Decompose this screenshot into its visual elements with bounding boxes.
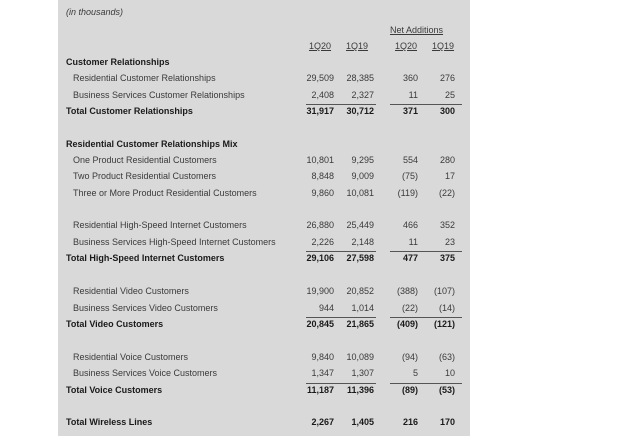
cell-net-add-1q20: (89) [401,385,418,395]
cell-value-1q19: 1,405 [351,417,374,427]
row-label: Business Services Voice Customers [73,368,218,378]
row-label: Customer Relationships [66,57,170,67]
row-label: One Product Residential Customers [73,155,217,165]
subtotal-rule [390,383,462,384]
cell-net-add-1q20: 466 [402,220,418,230]
cell-net-add-1q19: 170 [439,417,455,427]
cell-value-1q19: 11,396 [346,385,374,395]
cell-value-1q19: 21,865 [346,319,374,329]
cell-value-1q20: 8,848 [311,171,334,181]
cell-value-1q19: 2,148 [351,237,374,247]
cell-net-add-1q19: (63) [438,352,455,362]
row-label: Business Services Customer Relationships [73,90,245,100]
cell-net-add-1q19: (22) [438,188,455,198]
cell-value-1q19: 10,089 [346,352,374,362]
cell-net-add-1q20: (75) [401,171,418,181]
row-label: Total Video Customers [66,319,164,329]
row-label: Residential Video Customers [73,286,189,296]
cell-value-1q20: 31,917 [306,106,334,116]
cell-value-1q20: 9,860 [311,188,334,198]
cell-net-add-1q19: 23 [444,237,455,247]
cell-value-1q19: 10,081 [346,188,374,198]
cell-net-add-1q20: (409) [396,319,418,329]
cell-net-add-1q19: 352 [439,220,455,230]
row-label: Business Services High-Speed Internet Customers [73,237,276,247]
row-label: Business Services Video Customers [73,303,218,313]
cell-value-1q20: 2,226 [311,237,334,247]
cell-value-1q19: 2,327 [351,90,374,100]
col-header-net-1q19: 1Q19 [432,41,455,51]
cell-value-1q19: 1,014 [351,303,374,313]
cell-net-add-1q20: (94) [401,352,418,362]
cell-value-1q20: 2,408 [311,90,334,100]
row-label: Total Voice Customers [66,385,163,395]
cell-value-1q19: 25,449 [346,220,374,230]
cell-value-1q20: 11,187 [306,385,334,395]
cell-value-1q20: 1,347 [311,368,334,378]
row-label: Residential Customer Relationships [73,73,216,83]
subtotal-rule [390,251,462,252]
cell-net-add-1q19: (121) [433,319,455,329]
cell-net-add-1q20: 5 [412,368,418,378]
cell-net-add-1q19: (14) [438,303,455,313]
cell-value-1q19: 27,598 [346,253,374,263]
cell-value-1q20: 2,267 [311,417,334,427]
row-label: Residential Voice Customers [73,352,189,362]
cell-net-add-1q19: 280 [439,155,455,165]
subtotal-rule [306,383,376,384]
cell-net-add-1q20: (388) [396,286,418,296]
subtotal-rule [306,104,376,105]
cell-net-add-1q20: (119) [397,188,418,198]
col-header-1q19: 1Q19 [346,41,369,51]
cell-net-add-1q20: 11 [408,90,418,100]
row-label: Total Wireless Lines [66,417,153,427]
subtotal-rule [390,317,462,318]
cell-net-add-1q20: 360 [402,73,418,83]
cell-value-1q20: 29,106 [306,253,334,263]
cell-net-add-1q20: 216 [402,417,418,427]
col-header-net-1q20: 1Q20 [395,41,418,51]
subtotal-rule [306,251,376,252]
cell-value-1q20: 944 [318,303,334,313]
cell-net-add-1q19: (107) [433,286,455,296]
cell-value-1q19: 20,852 [346,286,374,296]
cell-value-1q19: 1,307 [351,368,374,378]
cell-value-1q20: 9,840 [311,352,334,362]
row-label: Residential High-Speed Internet Customers [73,220,247,230]
col-header-1q20: 1Q20 [309,41,332,51]
cell-net-add-1q20: 554 [402,155,418,165]
cell-net-add-1q20: 11 [408,237,418,247]
cell-value-1q20: 10,801 [306,155,334,165]
cell-value-1q20: 29,509 [306,73,334,83]
cell-net-add-1q19: 375 [439,253,455,263]
cell-value-1q20: 26,880 [306,220,334,230]
cell-net-add-1q19: 17 [444,171,455,181]
cell-value-1q19: 30,712 [346,106,374,116]
row-label: Total High-Speed Internet Customers [66,253,225,263]
row-label: Two Product Residential Customers [73,171,217,181]
row-label: Three or More Product Residential Customers [73,188,257,198]
net-additions-header: Net Additions [390,25,444,35]
cell-net-add-1q19: 300 [439,106,455,116]
cell-net-add-1q20: 371 [402,106,418,116]
cell-net-add-1q20: 477 [402,253,418,263]
subtotal-rule [390,104,462,105]
cell-net-add-1q19: 25 [444,90,455,100]
cell-value-1q19: 28,385 [346,73,374,83]
subtotal-rule [306,317,376,318]
row-label: Residential Customer Relationships Mix [66,139,238,149]
cell-net-add-1q19: 10 [444,368,455,378]
cell-value-1q20: 20,845 [306,319,334,329]
cell-value-1q19: 9,009 [351,171,374,181]
cell-net-add-1q19: 276 [439,73,455,83]
cell-value-1q20: 19,900 [306,286,334,296]
cell-value-1q19: 9,295 [351,155,374,165]
cell-net-add-1q19: (53) [438,385,455,395]
unit-note: (in thousands) [66,7,124,17]
row-label: Total Customer Relationships [66,106,193,116]
cell-net-add-1q20: (22) [401,303,418,313]
